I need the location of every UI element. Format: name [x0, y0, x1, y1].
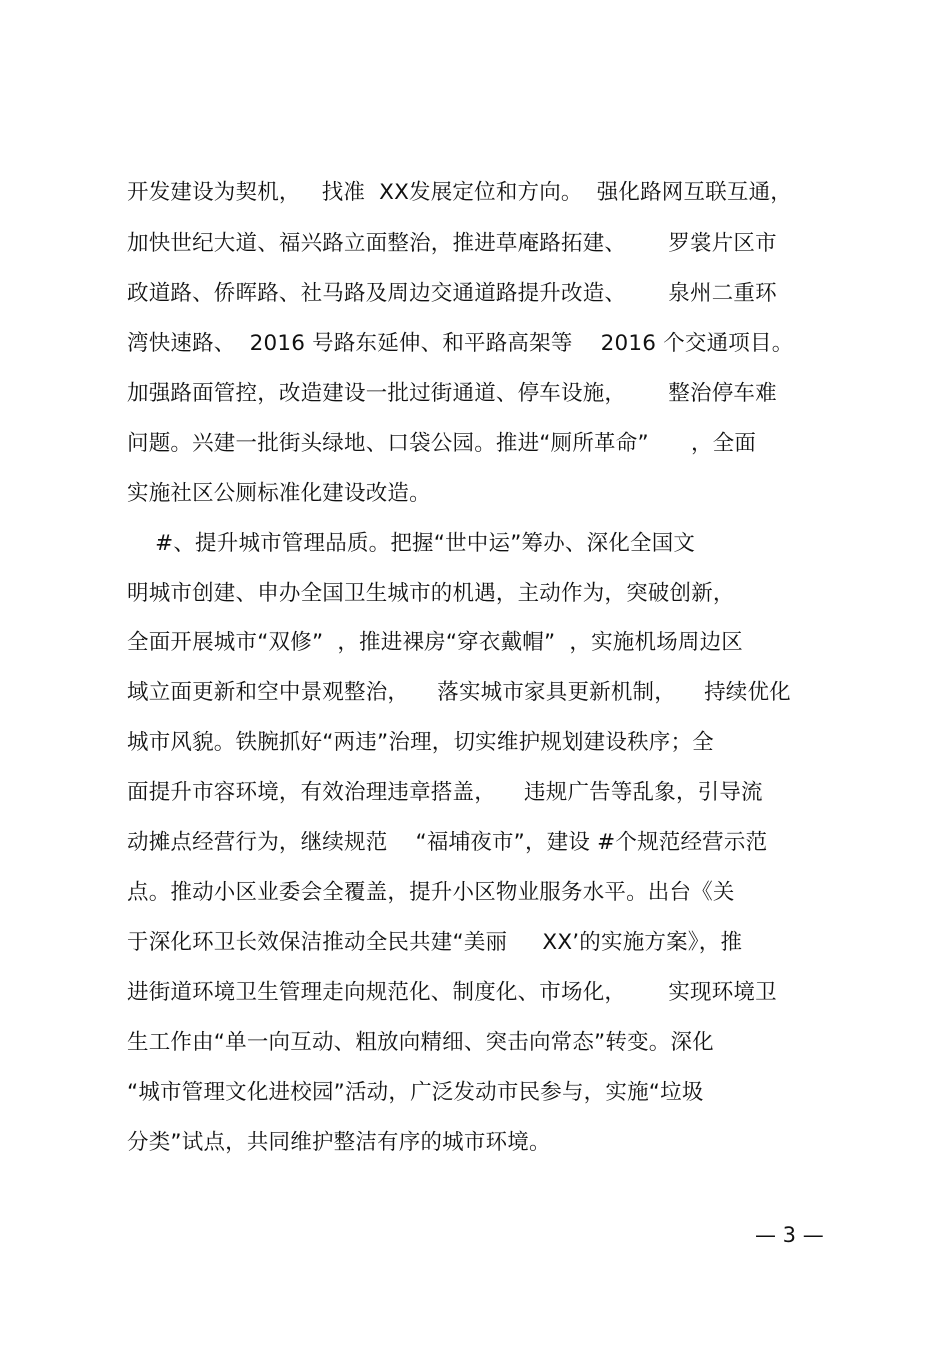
text-line: #、提升城市管理品质。把握“世中运”筹办、深化全国文 [127, 531, 696, 556]
text-line: 进街道环境卫生管理走向规范化、制度化、市场化， 实现环境卫 [127, 980, 777, 1005]
text-line: 城市风貌。铁腕抓好“两违”治理，切实维护规划建设秩序；全 [127, 730, 714, 755]
text-line: 域立面更新和空中景观整治， 落实城市家具更新机制， 持续优化 [127, 680, 791, 705]
text-line: 于深化环卫长效保洁推动全民共建“美丽 XX’的实施方案》，推 [127, 930, 743, 955]
text-line: 动摊点经营行为，继续规范 “福埔夜市”，建设 #个规范经营示范 [127, 830, 768, 855]
text-line: 面提升市容环境，有效治理违章搭盖， 违规广告等乱象，引导流 [127, 780, 763, 805]
text-line: 全面开展城市“双修” ，推进裸房“穿衣戴帽” ，实施机场周边区 [127, 630, 743, 655]
text-line: 生工作由“单一向互动、粗放向精细、突击向常态”转变。深化 [127, 1030, 714, 1055]
text-line: 分类”试点，共同维护整洁有序的城市环境。 [127, 1130, 551, 1155]
text-line: 明城市创建、申办全国卫生城市的机遇，主动作为，突破创新， [127, 581, 735, 606]
page-number: — 3 — [755, 1223, 824, 1247]
text-line: 政道路、侨晖路、社马路及周边交通道路提升改造、 泉州二重环 [127, 281, 777, 306]
text-line: 开发建设为契机， 找准 XX发展定位和方向。 强化路网互联互通， [127, 180, 792, 205]
text-line: 加快世纪大道、福兴路立面整治，推进草庵路拓建、 罗裳片区市 [127, 231, 777, 256]
text-line: 问题。兴建一批街头绿地、口袋公园。推进“厕所革命” ，全面 [127, 431, 757, 456]
text-line: 湾快速路、 2016 号路东延伸、和平路高架等 2016 个交通项目。 [127, 331, 794, 356]
text-line: 加强路面管控，改造建设一批过街通道、停车设施， 整治停车难 [127, 381, 777, 406]
text-line: “城市管理文化进校园”活动，广泛发动市民参与，实施“垃圾 [127, 1080, 704, 1105]
text-line: 点。推动小区业委会全覆盖，提升小区物业服务水平。出台《关 [127, 880, 735, 905]
text-line: 实施社区公厕标准化建设改造。 [127, 481, 431, 506]
